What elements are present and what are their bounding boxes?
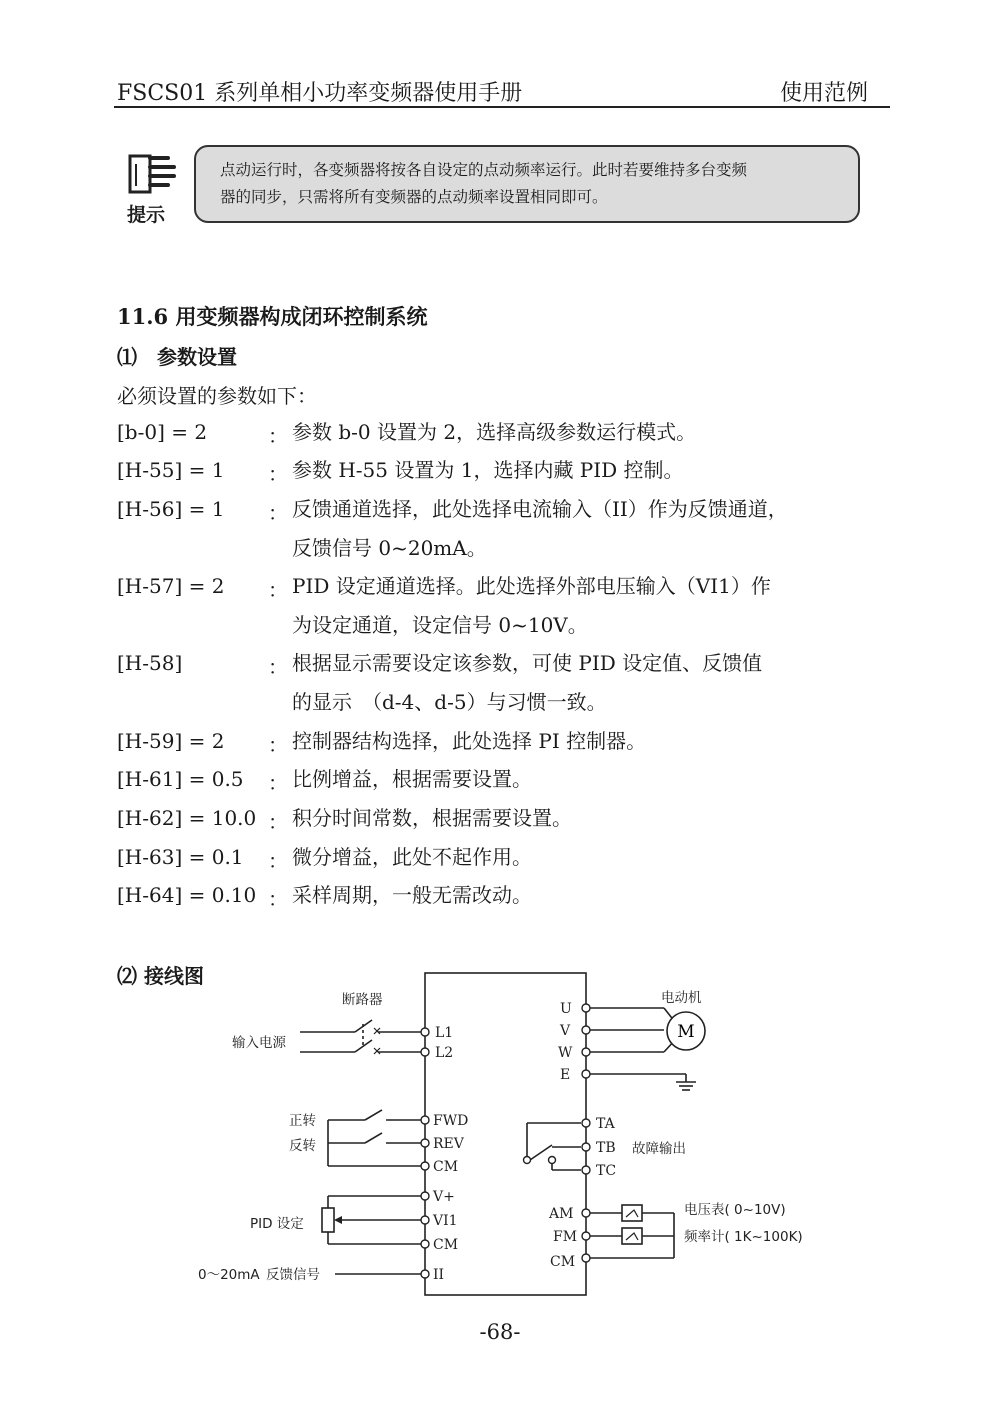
terminal-label: VI1 [433,1213,458,1229]
fault-output-label: 故障输出 [632,1141,686,1157]
terminal-label: FWD [433,1113,469,1129]
param-colon: ： [268,733,288,757]
terminal-label: REV [433,1136,464,1152]
param-name: [H-55] = 1 [117,458,225,482]
terminal-label: V [560,1023,571,1039]
param-desc-line: 反馈信号 0~20mA。 [292,536,487,560]
param-desc: 微分增益，此处不起作用。 [292,845,532,869]
param-name: [H-62] = 10.0 [117,806,257,830]
param-colon: ： [268,424,288,448]
param-colon: ： [268,462,288,486]
param-desc-line: 反馈通道选择，此处选择电流输入（II）作为反馈通道， [292,497,788,521]
param-name: [H-56] = 1 [117,497,225,521]
feedback-label: 反馈信号 [266,1267,320,1283]
param-name: [b-0] = 2 [117,420,208,444]
freq-meter-label: 频率计( 1K~100K) [684,1229,803,1245]
param-name: [H-63] = 0.1 [117,845,244,869]
tip-label: 提示 [127,204,166,226]
param-desc-line: 根据显示需要设定该参数，可使 PID 设定值、反馈值 [292,651,763,675]
param-colon: ： [268,501,288,525]
param-colon: ： [268,849,288,873]
param-desc: 积分时间常数，根据需要设置。 [292,806,572,830]
terminal-label: CM [433,1159,459,1175]
forward-label: 正转 [289,1113,316,1129]
param-colon: ： [268,771,288,795]
param-desc: 参数 b-0 设置为 2，选择高级参数运行模式。 [292,420,697,444]
param-colon: ： [268,655,288,679]
param-name: [H-58] [117,651,183,675]
header-section: 使用范例 [780,81,869,106]
motor-label: 电动机 [661,990,702,1006]
params-intro: 必须设置的参数如下： [117,384,317,408]
param-desc: 参数 H-55 设置为 1，选择内藏 PID 控制。 [292,458,684,482]
section-title: 11.6 用变频器构成闭环控制系统 [117,304,428,329]
terminal-label: TC [596,1163,617,1179]
terminal-label: TA [596,1116,615,1132]
tip-line: 点动运行时，各变频器将按各自设定的点动频率运行。此时若要维持多台变频 [220,161,748,179]
terminal-label: TB [596,1140,616,1156]
terminal-label: L2 [435,1045,454,1061]
terminal-label: V+ [433,1189,455,1205]
feedback-prefix: 0～20mA [198,1267,260,1283]
param-desc-line: 的显示 （d-4、d-5）与习惯一致。 [292,690,607,714]
terminal-label: FM [553,1229,578,1245]
terminal-label: CM [433,1237,459,1253]
subsection-wiring: ⑵ 接线图 [117,964,204,988]
page-number: -68- [479,1320,521,1344]
header-title: FSCS01 系列单相小功率变频器使用手册 [117,81,523,106]
param-desc: 控制器结构选择，此处选择 PI 控制器。 [292,729,647,753]
terminal-label: W [558,1045,573,1061]
param-colon: ： [268,578,288,602]
pid-setting-label: PID 设定 [250,1216,304,1232]
breaker-label: 断路器 [342,992,383,1008]
param-desc-line: PID 设定通道选择。此处选择外部电压输入（VI1）作 [292,574,771,598]
param-name: [H-61] = 0.5 [117,767,244,791]
voltmeter-label: 电压表( 0~10V) [684,1202,786,1218]
terminal-label: AM [549,1206,574,1222]
terminal-label: II [433,1267,445,1283]
param-desc: 采样周期，一般无需改动。 [292,883,532,907]
motor-symbol: M [677,1022,695,1042]
terminal-label: E [560,1067,571,1083]
param-desc-line: 为设定通道，设定信号 0~10V。 [292,613,588,637]
param-desc: 比例增益，根据需要设置。 [292,767,532,791]
terminal-label: U [560,1001,572,1017]
param-name: [H-59] = 2 [117,729,225,753]
subsection-params: ⑴ 参数设置 [117,345,237,369]
reverse-label: 反转 [289,1138,316,1154]
pot-wiper-icon [334,1216,342,1224]
param-name: [H-57] = 2 [117,574,225,598]
tip-line: 器的同步，只需将所有变频器的点动频率设置相同即可。 [220,188,608,206]
param-colon: ： [268,810,288,834]
terminal-label: CM [550,1254,576,1270]
terminal-label: L1 [435,1025,454,1041]
input-power-label: 输入电源 [232,1035,286,1051]
param-name: [H-64] = 0.10 [117,883,257,907]
param-colon: ： [268,887,288,911]
